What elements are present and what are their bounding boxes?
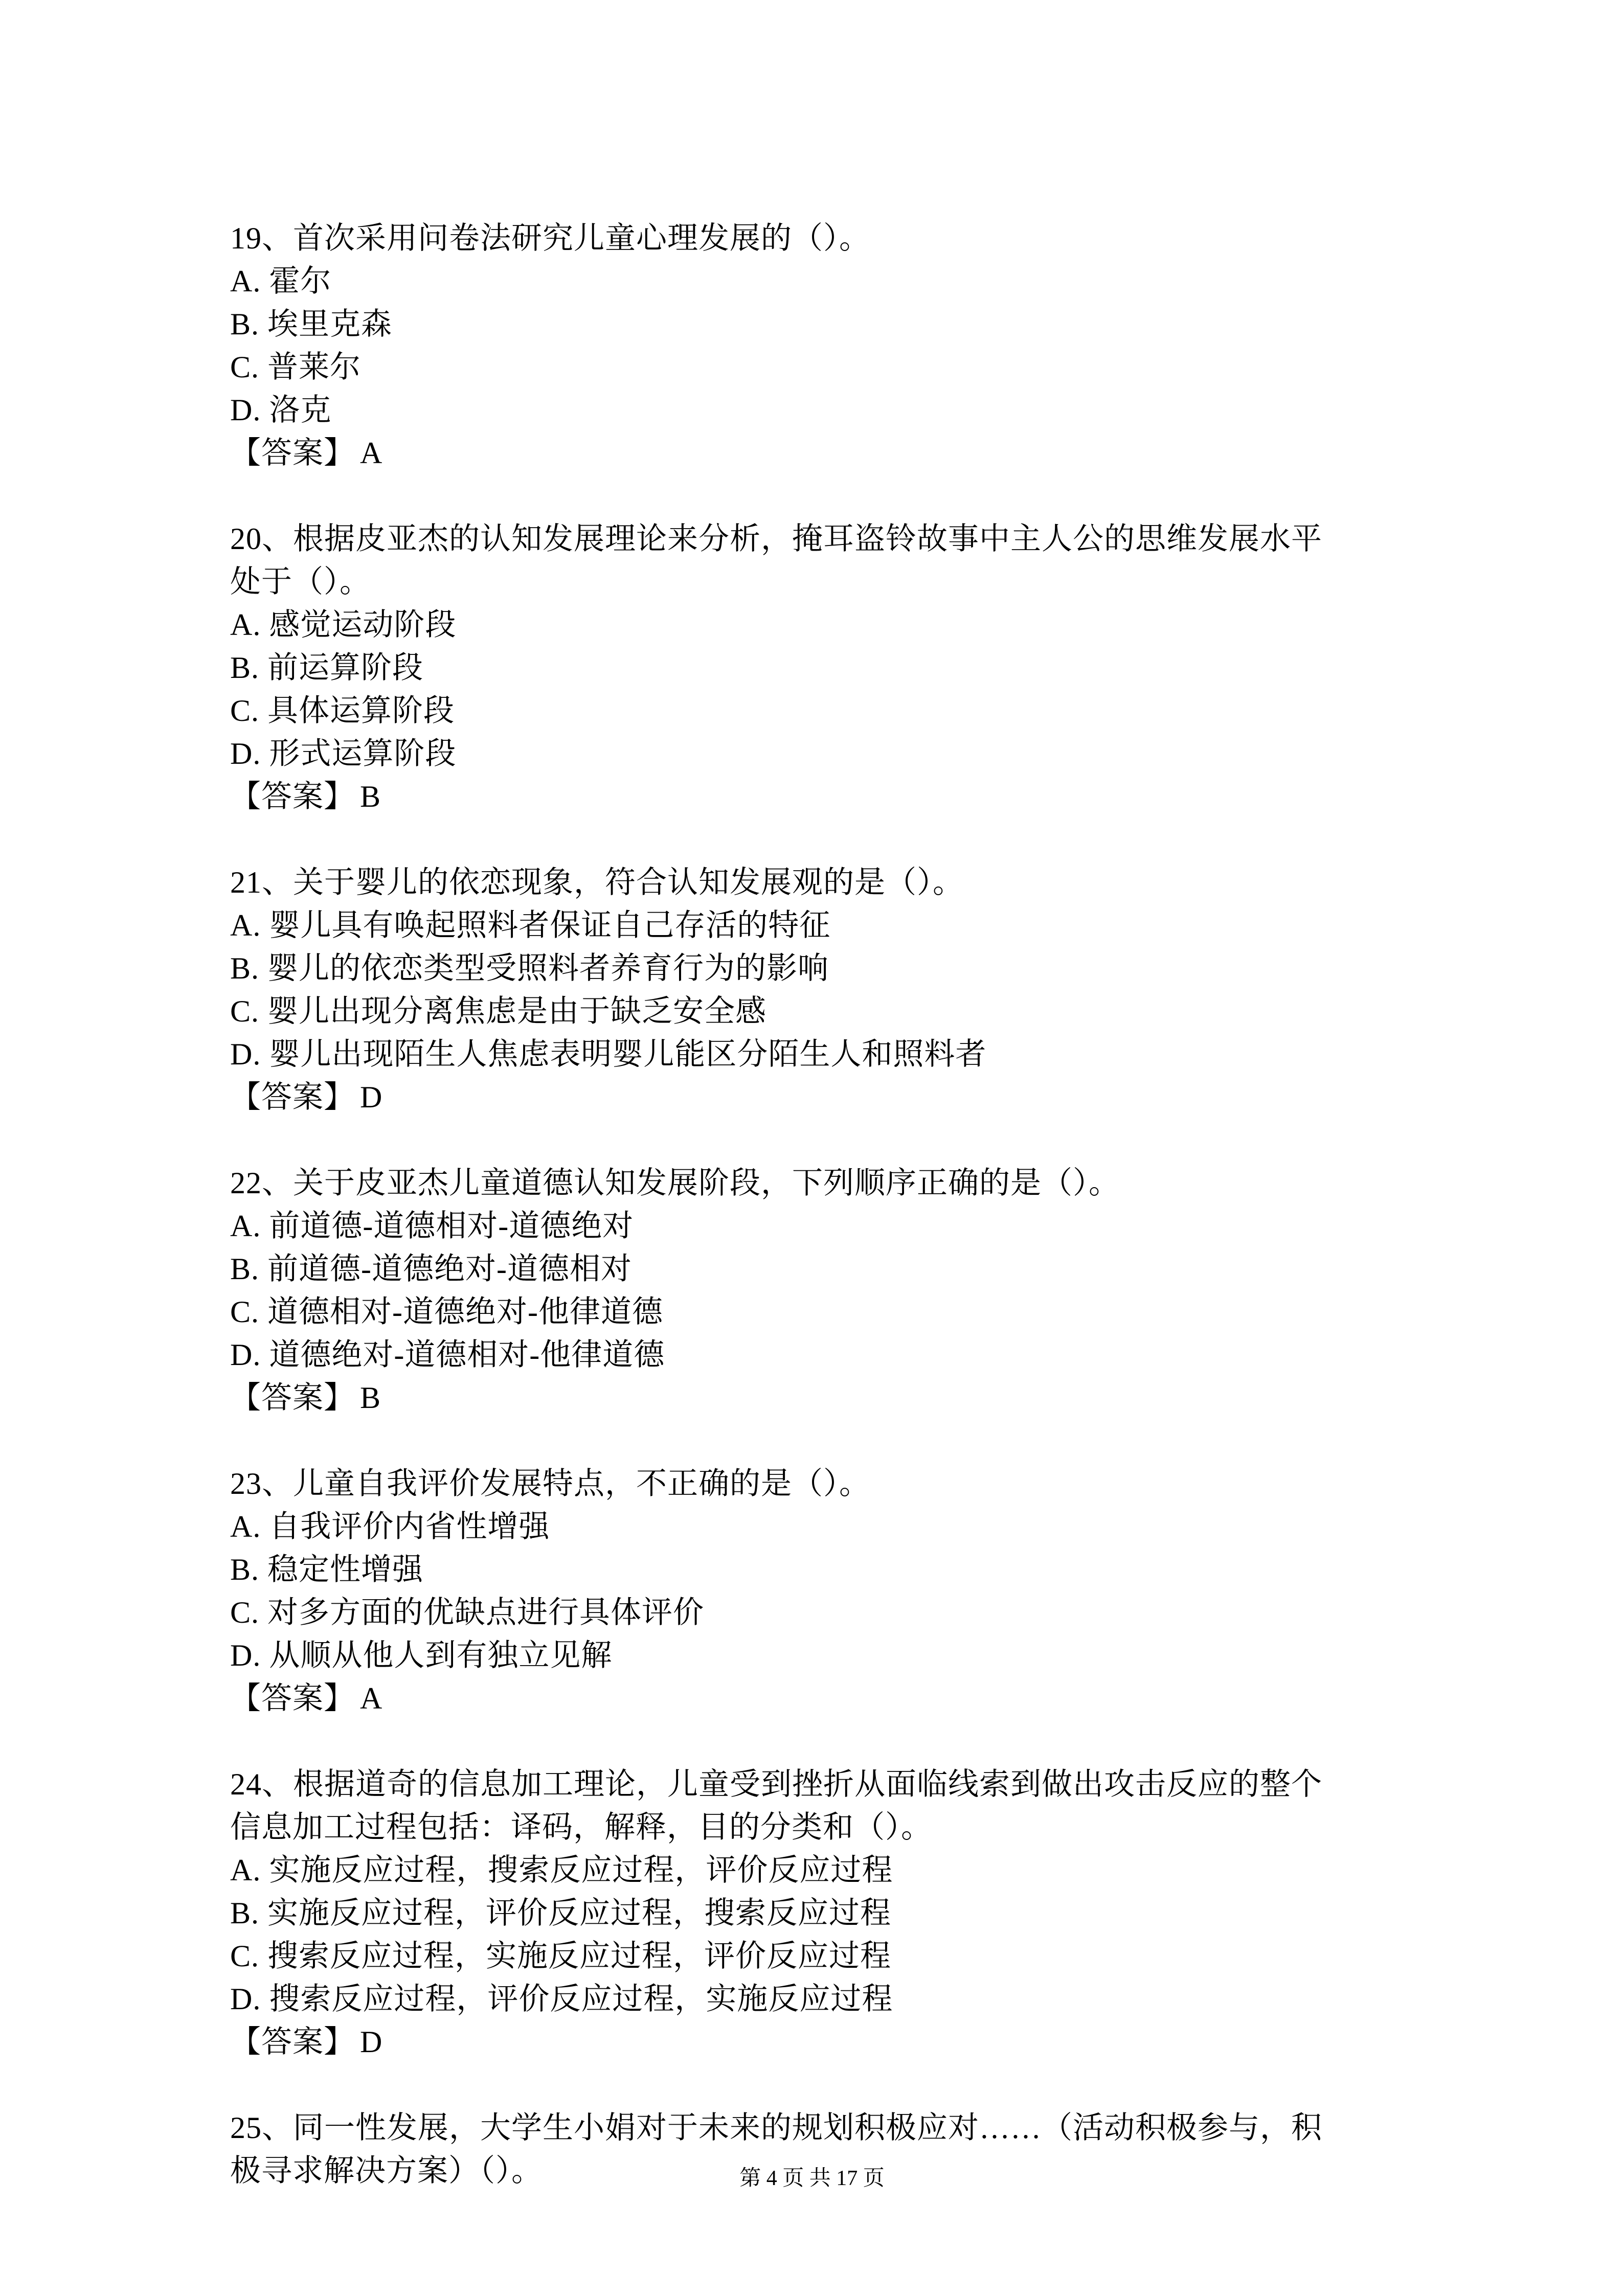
- question-body: 根据皮亚杰的认知发展理论来分析，掩耳盗铃故事中主人公的思维发展水平: [293, 522, 1322, 556]
- question-body: 关于皮亚杰儿童道德认知发展阶段，下列顺序正确的是（）。: [293, 1166, 1120, 1200]
- question-number: 20、: [230, 522, 293, 556]
- question-number: 21、: [230, 866, 293, 899]
- question-text-continued: 极寻求解决方案）（）。: [230, 2154, 543, 2188]
- question-block: [230, 1162, 1406, 1419]
- question-body: 首次采用问卷法研究儿童心理发展的（）。: [293, 221, 870, 255]
- question-block: [230, 217, 1406, 474]
- answer-line: [230, 2020, 1406, 2063]
- option: C. 具体运算阶段: [230, 694, 455, 728]
- option: C. 普莱尔: [230, 350, 362, 384]
- question-body: 同一性发展，大学生小娟对于未来的规划积极应对……（活动积极参与，积: [293, 2111, 1322, 2145]
- question-text: [230, 217, 1406, 260]
- question-body: 关于婴儿的依恋现象，符合认知发展观的是（）。: [293, 866, 964, 899]
- option: D. 婴儿出现陌生人焦虑表明婴儿能区分陌生人和照料者: [230, 1037, 987, 1071]
- question-number: 25、: [230, 2111, 293, 2145]
- option: C. 婴儿出现分离焦虑是由于缺乏安全感: [230, 994, 767, 1028]
- page-number-footer: 第 4 页 共 17 页: [739, 2167, 885, 2190]
- answer-value: A: [360, 1681, 383, 1715]
- option: D. 搜索反应过程，评价反应过程，实施反应过程: [230, 1982, 893, 2016]
- option: B. 埃里克森: [230, 307, 393, 341]
- question-block: [230, 517, 1406, 818]
- answer-bracket: 【答案】: [230, 2025, 355, 2059]
- option: A. 感觉运动阶段: [230, 608, 457, 642]
- answer-bracket: 【答案】: [230, 1381, 355, 1415]
- option: B. 婴儿的依恋类型受照料者养育行为的影响: [230, 951, 829, 985]
- option: D. 从顺从他人到有独立见解: [230, 1639, 613, 1672]
- option: B. 前运算阶段: [230, 651, 424, 685]
- answer-value: B: [360, 780, 381, 813]
- option: C. 道德相对-道德绝对-他律道德: [230, 1295, 663, 1329]
- option: C. 搜索反应过程，实施反应过程，评价反应过程: [230, 1939, 892, 1973]
- answer-bracket: 【答案】: [230, 436, 355, 470]
- option: B. 稳定性增强: [230, 1553, 424, 1586]
- question-text-continued: 信息加工过程包括：译码，解释，目的分类和（）。: [230, 1810, 932, 1844]
- answer-bracket: 【答案】: [230, 1681, 355, 1715]
- question-list: [230, 217, 1406, 2235]
- question-number: 24、: [230, 1767, 293, 1801]
- option: B. 前道德-道德绝对-道德相对: [230, 1252, 632, 1286]
- answer-bracket: 【答案】: [230, 1080, 355, 1114]
- option: A. 霍尔: [230, 264, 332, 298]
- option: A. 婴儿具有唤起照料者保证自己存活的特征: [230, 908, 831, 942]
- question-block: [230, 1462, 1406, 1720]
- question-number: 22、: [230, 1166, 293, 1200]
- answer-value: D: [360, 1080, 383, 1114]
- answer-line: [230, 1677, 1406, 1720]
- answer-value: B: [360, 1381, 381, 1415]
- option: A. 前道德-道德相对-道德绝对: [230, 1209, 634, 1243]
- answer-value: D: [360, 2025, 383, 2059]
- answer-line: [230, 775, 1406, 818]
- question-text: [230, 1162, 1406, 1204]
- question-block: [230, 861, 1406, 1119]
- option: D. 形式运算阶段: [230, 737, 457, 770]
- question-body: 根据道奇的信息加工理论，儿童受到挫折从面临线索到做出攻击反应的整个: [293, 1767, 1322, 1801]
- question-text: [230, 2106, 1406, 2149]
- option: C. 对多方面的优缺点进行具体评价: [230, 1596, 705, 1629]
- question-number: 23、: [230, 1467, 293, 1501]
- answer-line: [230, 1376, 1406, 1419]
- option: B. 实施反应过程，评价反应过程，搜索反应过程: [230, 1896, 892, 1930]
- question-text: [230, 1462, 1406, 1505]
- answer-line: [230, 431, 1406, 474]
- option: A. 实施反应过程，搜索反应过程，评价反应过程: [230, 1853, 893, 1887]
- answer-line: [230, 1076, 1406, 1119]
- question-number: 19、: [230, 221, 293, 255]
- question-body: 儿童自我评价发展特点，不正确的是（）。: [293, 1467, 870, 1501]
- answer-bracket: 【答案】: [230, 780, 355, 813]
- option: D. 洛克: [230, 393, 332, 427]
- answer-value: A: [360, 436, 383, 470]
- question-block: [230, 1763, 1406, 2063]
- question-text-continued: 处于（）。: [230, 565, 371, 599]
- option: D. 道德绝对-道德相对-他律道德: [230, 1338, 665, 1372]
- option: A. 自我评价内省性增强: [230, 1510, 550, 1543]
- question-text: [230, 1763, 1406, 1806]
- question-text: [230, 861, 1406, 904]
- question-text: [230, 517, 1406, 560]
